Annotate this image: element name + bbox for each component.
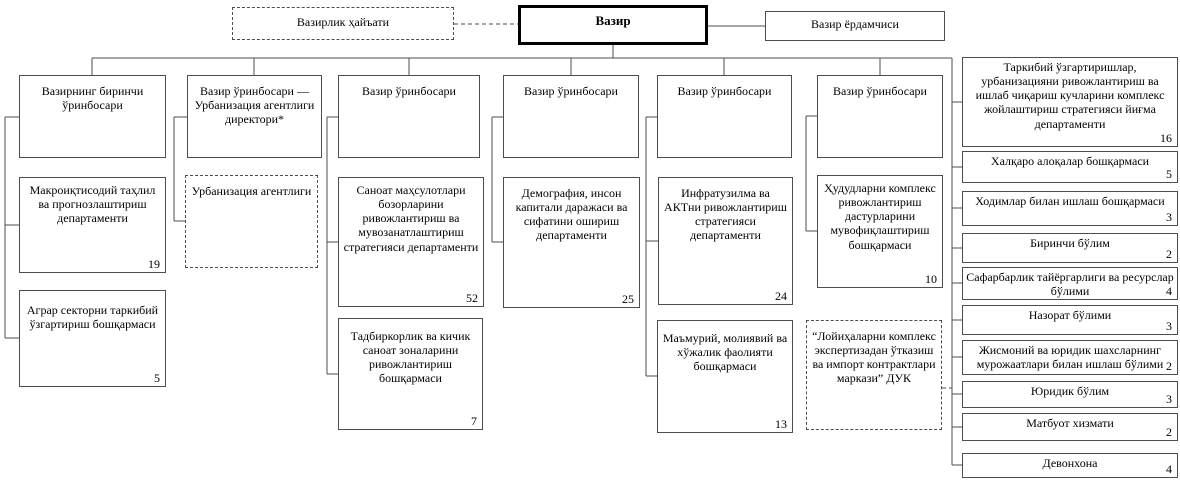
unit-label: Халқаро алоқалар бошқармаси xyxy=(990,154,1150,168)
staff-count: 3 xyxy=(1166,209,1172,224)
unit-appeals-department xyxy=(962,340,1178,375)
unit-agrarian-dept xyxy=(19,290,166,387)
assistant-label: Вазир ёрдамчиси xyxy=(811,17,899,32)
unit-international-relations xyxy=(962,151,1178,183)
unit-label: Матбуот хизмати xyxy=(1026,416,1114,430)
unit-administrative-dept xyxy=(657,320,793,433)
unit-expertise-center-sue xyxy=(806,320,942,430)
unit-label: Назорат бўлими xyxy=(1028,308,1112,322)
unit-label: Жисмоний ва юридик шахсларнинг мурожаатлари билан ишлаш бўлими xyxy=(976,343,1164,372)
unit-label: Инфратузилма ва АКТни ривожлантириш стратегияси департаменти xyxy=(664,186,787,243)
unit-label: Ходимлар билан ишлаш бошқармаси xyxy=(975,194,1165,208)
unit-label: Юридик бўлим xyxy=(1030,384,1110,398)
collegium-box xyxy=(232,7,454,40)
staff-count: 3 xyxy=(1166,318,1172,333)
deputy-6-title: Вазир ўринбосари xyxy=(833,84,927,98)
deputy-5-box xyxy=(657,75,792,158)
deputy-4-title: Вазир ўринбосари xyxy=(524,84,618,98)
staff-count: 10 xyxy=(925,271,937,286)
assistant-box xyxy=(765,11,945,41)
unit-label: Маъмурий, молиявий ва хўжалик фаолияти бошқармаси xyxy=(662,331,788,374)
staff-count: 13 xyxy=(775,416,787,431)
unit-infrastructure-dept xyxy=(658,177,793,305)
unit-industrial-markets-dept xyxy=(338,177,484,307)
unit-label: Урбанизация агентлиги xyxy=(191,184,312,198)
unit-territories-dept xyxy=(817,175,943,288)
deputy-1-title: Вазирнинг биринчи ўринбосари xyxy=(41,84,144,113)
unit-chancellery xyxy=(962,453,1178,478)
deputy-5-title: Вазир ўринбосари xyxy=(677,84,772,98)
unit-legal-department xyxy=(962,381,1178,408)
unit-entrepreneurship-dept xyxy=(338,318,483,430)
staff-count: 24 xyxy=(775,288,787,303)
staff-count: 5 xyxy=(154,370,160,385)
staff-count: 4 xyxy=(1166,283,1172,298)
deputy-4-box xyxy=(503,75,639,158)
unit-label: Демография, инсон капитали даражаси ва сифатини ошириш департаменти xyxy=(515,186,628,243)
unit-label: Биринчи бўлим xyxy=(1030,236,1110,250)
unit-label: Сафарбарлик тайёргарлиги ва ресурслар бўлими xyxy=(966,270,1174,299)
unit-urbanization-agency xyxy=(185,175,318,268)
unit-label: Девонхона xyxy=(1042,456,1098,470)
unit-demography-dept xyxy=(503,177,640,308)
deputy-3-title: Вазир ўринбосари xyxy=(362,84,456,98)
staff-count: 3 xyxy=(1166,391,1172,406)
staff-count: 5 xyxy=(1166,166,1172,181)
staff-count: 16 xyxy=(1160,130,1172,145)
staff-count: 2 xyxy=(1166,246,1172,261)
deputy-6-box xyxy=(817,75,943,158)
minister-label: Вазир xyxy=(595,13,631,28)
staff-count: 25 xyxy=(622,291,634,306)
deputy-3-box xyxy=(338,75,480,158)
staff-count: 2 xyxy=(1166,358,1172,373)
unit-label: “Лойиҳаларни комплекс экспертизадан ўтказиш ва импорт контрактлари маркази” ДУК xyxy=(812,329,936,386)
unit-press-service xyxy=(962,413,1178,441)
unit-mobilization-department xyxy=(962,267,1178,300)
unit-label: Макроиқтисодий таҳлил ва прогнозлаштириш департаменти xyxy=(29,183,156,226)
unit-label: Ҳудудларни комплекс ривожлантириш дастурларини мувофиқлаштириш бошқармаси xyxy=(824,181,936,252)
deputy-2-title: Вазир ўринбосари — Урбанизация агентлиги директори* xyxy=(194,84,315,127)
minister-box xyxy=(518,5,708,45)
unit-label: Аграр секторни таркибий ўзгартириш бошқармаси xyxy=(26,303,159,332)
collegium-label: Вазирлик ҳайъати xyxy=(296,14,390,29)
unit-structural-transformations-dept xyxy=(962,57,1178,147)
staff-count: 2 xyxy=(1166,424,1172,439)
staff-count: 4 xyxy=(1166,461,1172,476)
unit-label: Саноат маҳсулотлари бозорларини ривожлантириш ва мувозанатлаштириш стратегияси департаменти xyxy=(343,183,479,254)
staff-count: 19 xyxy=(148,256,160,271)
deputy-2-box xyxy=(187,75,322,158)
unit-control-department xyxy=(962,305,1178,335)
unit-hr-department xyxy=(962,191,1178,226)
deputy-1-box xyxy=(19,75,166,158)
staff-count: 52 xyxy=(466,290,478,305)
unit-macroeconomic-dept xyxy=(19,177,166,273)
unit-first-department xyxy=(962,233,1178,263)
unit-label: Таркибий ўзгартиришлар, урбанизацияни ривожлантириш ва ишлаб чиқариш кучларини комплекс жойлаштириш стратегияси йиғма департаменти xyxy=(975,60,1165,131)
unit-label: Тадбиркорлик ва кичик саноат зоналарини ривожлантириш бошқармаси xyxy=(350,329,471,386)
staff-count: 7 xyxy=(471,413,477,428)
